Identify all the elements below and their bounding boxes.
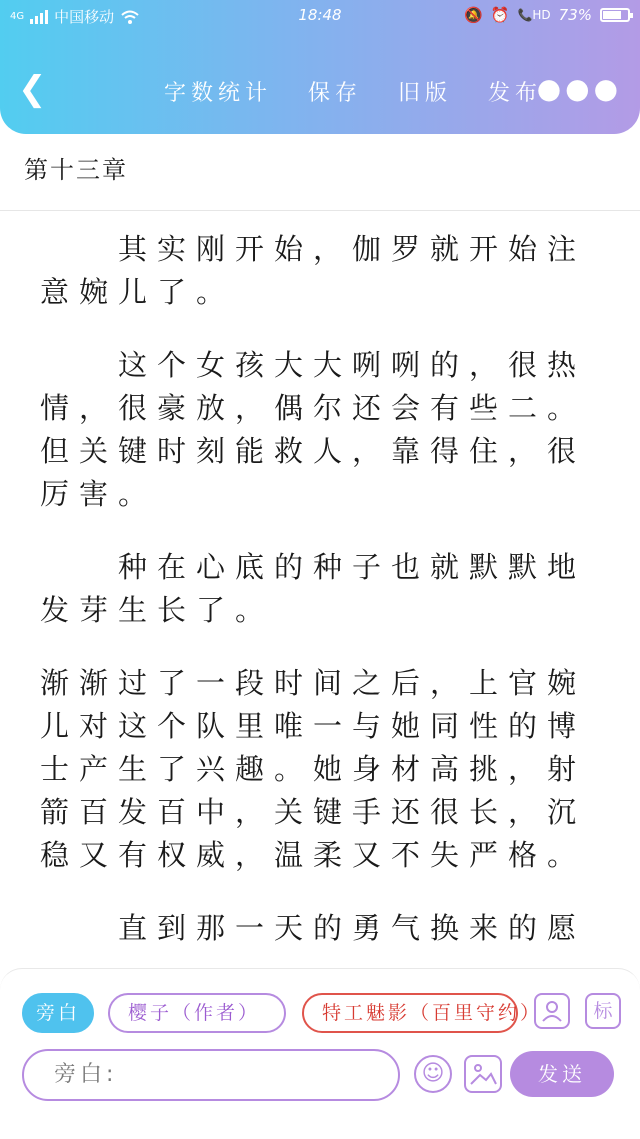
chapter-title[interactable]: 第十三章	[24, 156, 128, 184]
image-button[interactable]	[464, 1055, 502, 1093]
status-bar	[0, 0, 640, 32]
paragraph: 渐渐过了一段时间之后，上官婉儿对这个队里唯一与她同性的博士产生了兴趣。她身材高挑，射箭百发百中，关键手还很长，沉稳又有权威，温柔又不失严格。	[40, 666, 587, 872]
battery-icon	[600, 8, 630, 22]
image-icon	[466, 1057, 500, 1091]
header	[0, 0, 640, 134]
hd-call-icon: 📞HD	[517, 8, 551, 22]
back-arrow-icon[interactable]: ❮	[18, 69, 47, 109]
word-count-button[interactable]: 字数统计	[164, 81, 273, 106]
publish-button[interactable]: 发布	[488, 81, 543, 106]
network-type: 4G	[10, 11, 25, 22]
role-chip-author[interactable]: 樱子（作者）	[108, 993, 286, 1033]
add-role-button[interactable]	[534, 993, 570, 1029]
clock: 18:48	[298, 6, 342, 24]
paragraph: 直到那一天的勇气换来的愿	[118, 911, 587, 945]
old-version-button[interactable]: 旧版	[398, 81, 453, 106]
chapter-content[interactable]	[40, 228, 606, 968]
emoji-button[interactable]	[414, 1055, 452, 1093]
paragraph: 种在心底的种子也就默默地发芽生长了。	[40, 550, 587, 627]
message-input[interactable]: 旁白:	[22, 1049, 400, 1101]
toolbar	[0, 66, 640, 120]
save-button[interactable]: 保存	[308, 81, 363, 106]
tag-button[interactable]: 标	[585, 993, 621, 1029]
paragraph: 其实刚开始，伽罗就开始注意婉儿了。	[40, 232, 587, 309]
alarm-icon: ⏰	[490, 6, 510, 24]
role-chip-narrator[interactable]: 旁白	[22, 993, 94, 1033]
more-icon[interactable]: ●●●	[536, 72, 622, 105]
composer-panel	[0, 968, 640, 1139]
role-chip-character[interactable]: 特工魅影（百里守约）	[302, 993, 518, 1033]
send-button[interactable]: 发送	[510, 1051, 614, 1097]
smiley-icon: ☺	[421, 1061, 445, 1086]
divider	[0, 210, 640, 211]
carrier-name: 中国移动	[54, 8, 115, 26]
paragraph: 这个女孩大大咧咧的，很热情，很豪放，偶尔还会有些二。但关键时刻能救人，靠得住，很厉害。	[40, 348, 587, 511]
toolbar-actions	[164, 76, 542, 107]
mute-icon: 🔕	[464, 6, 483, 24]
person-icon	[536, 995, 568, 1027]
battery-level	[603, 11, 621, 19]
battery-percent: 73%	[558, 6, 592, 24]
